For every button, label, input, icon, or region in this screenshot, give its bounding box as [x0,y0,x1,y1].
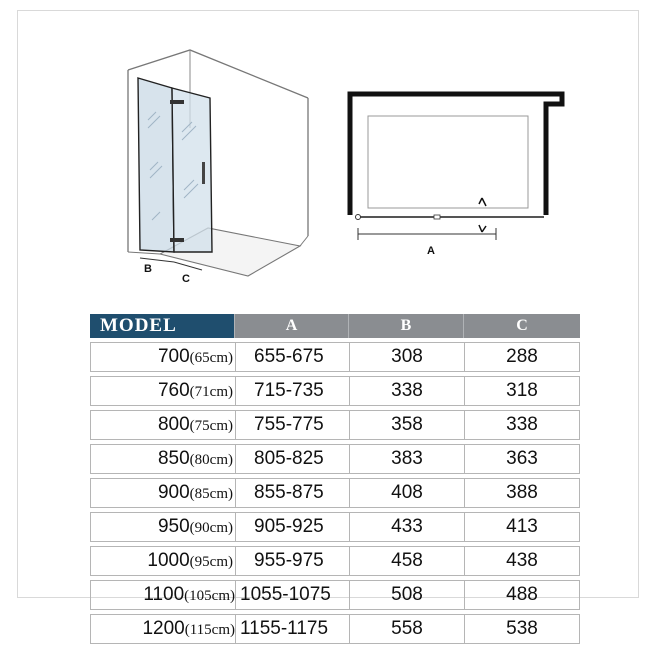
cell-b: 308 [349,342,464,372]
model-mm: 700 [157,346,190,367]
cell-b: 358 [349,410,464,440]
cell-a: 905-925 [235,512,349,542]
fixed-glass-panel [138,78,174,252]
header-c: C [464,314,580,338]
cell-b: 338 [349,376,464,406]
cell-a: 655-675 [235,342,349,372]
plan-hinge-icon [356,215,361,220]
cell-a: 955-975 [235,546,349,576]
perspective-drawing [120,40,310,290]
cell-c: 288 [464,342,580,372]
cell-b: 458 [349,546,464,576]
model-cm: (75cm) [189,418,233,434]
model-cm: (80cm) [189,452,233,468]
floor-edge-right [300,236,308,246]
cell-c: 488 [464,580,580,610]
cell-c: 438 [464,546,580,576]
top-hinge-icon [170,100,184,104]
cell-model [90,580,235,610]
model-cm: (85cm) [189,486,233,502]
plan-hinge-mid-icon [434,215,440,219]
dimension-b-line [140,258,174,262]
plan-tray [368,116,528,208]
floor-edge [128,252,160,254]
model-mm: 1200 [142,618,185,639]
cell-c: 388 [464,478,580,508]
header-model: MODEL [90,314,235,338]
model-cm: (71cm) [189,384,233,400]
cell-a: 1055-1075 [235,580,349,610]
table-row [90,546,580,576]
cell-b: 433 [349,512,464,542]
cell-b: 383 [349,444,464,474]
table-row [90,410,580,440]
arrow-up-icon [479,198,486,206]
hinged-glass-door [172,88,212,252]
table-row [90,342,580,372]
cell-c: 318 [464,376,580,406]
table-row [90,444,580,474]
label-c: C [182,273,190,285]
cell-model [90,614,235,644]
cell-model [90,342,235,372]
cell-a: 855-875 [235,478,349,508]
table-row [90,376,580,406]
cell-c: 413 [464,512,580,542]
cell-b: 558 [349,614,464,644]
cell-model [90,376,235,406]
cell-model [90,478,235,508]
cell-a: 1155-1175 [235,614,349,644]
table-header-row [90,314,580,338]
model-cm: (115cm) [184,622,235,638]
cell-model [90,512,235,542]
size-spec-table [90,310,580,648]
header-b: B [349,314,464,338]
plan-wall [350,94,562,215]
cell-model [90,546,235,576]
cell-a: 715-735 [235,376,349,406]
table-row [90,512,580,542]
model-cm: (95cm) [189,554,233,570]
cell-a: 755-775 [235,410,349,440]
table-row [90,478,580,508]
header-a: A [235,314,349,338]
model-mm: 1100 [143,584,185,605]
table-row [90,580,580,610]
model-mm: 900 [157,482,190,503]
model-mm: 850 [157,448,190,469]
label-a: A [427,245,435,257]
model-cm: (105cm) [184,588,235,604]
cell-c: 338 [464,410,580,440]
model-mm: 1000 [147,550,190,571]
cell-b: 508 [349,580,464,610]
cell-a: 805-825 [235,444,349,474]
cell-c: 538 [464,614,580,644]
model-cm: (90cm) [189,520,233,536]
model-mm: 800 [157,414,190,435]
model-mm: 760 [157,380,190,401]
label-b: B [144,263,152,275]
arrow-down-icon [479,225,486,232]
plan-view-drawing [348,92,564,260]
cell-b: 408 [349,478,464,508]
cell-model [90,444,235,474]
cell-model [90,410,235,440]
model-cm: (65cm) [189,350,233,366]
door-handle-icon [202,162,205,184]
bottom-hinge-icon [170,238,184,242]
cell-c: 363 [464,444,580,474]
table-row [90,614,580,644]
model-mm: 950 [157,516,190,537]
